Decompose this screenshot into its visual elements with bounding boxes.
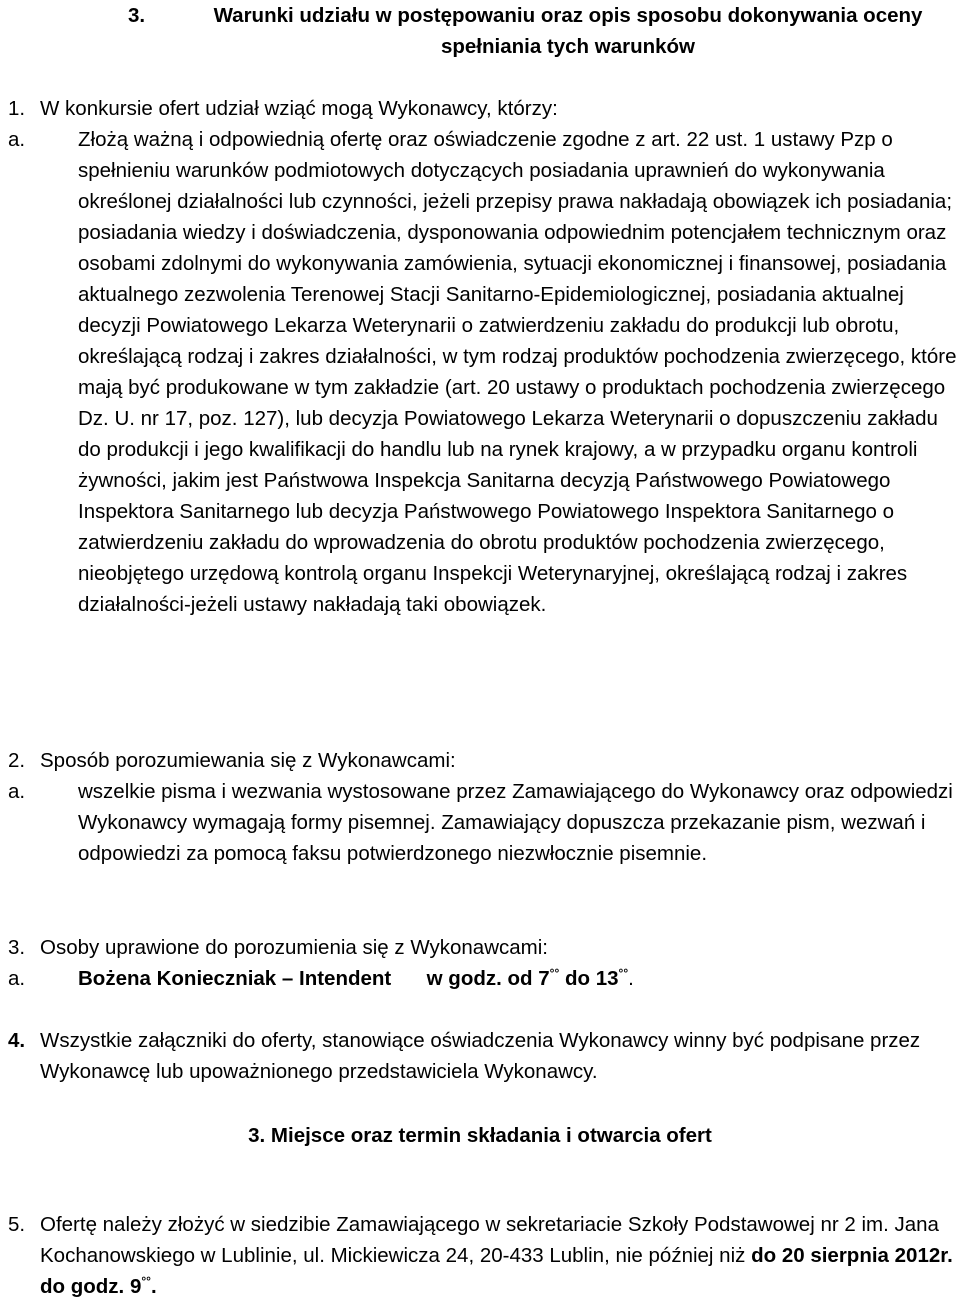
list-item-5 bbox=[8, 1209, 960, 1302]
item-text: Sposób porozumiewania się z Wykonawcami: bbox=[40, 749, 456, 772]
list-item-1 bbox=[8, 93, 953, 124]
item-letter: a. bbox=[8, 780, 26, 803]
list-item-2a bbox=[8, 776, 953, 869]
item-text: W konkursie ofert udział wziąć mogą Wykonawcy, którzy: bbox=[40, 97, 558, 120]
item-number: 2. bbox=[8, 749, 26, 772]
item-text: Złożą ważną i odpowiednią ofertę oraz oświadczenie zgodne z art. 22 ust. 1 ustawy Pzp o spełnieniu warunków podmiotowych dotyczących posiadania uprawnień do wykonywania określonej działalności lub czynności, jeżeli przepisy prawa nakładają obowiązek ich posiadania; posiadania wiedzy i doświadczenia, dysponowania odpowiednim potencjałem technicznym oraz osobami zdolnymi do wykonywania zamówienia, sytuacji ekonomicznej i finansowej, posiadania aktualnego zezwolenia Terenowej Stacji Sanitarno-Epidemiologicznej, posiadania aktualnej decyzji Powiatowego Lekarza Weterynarii o zatwierdzeniu zakładu do produkcji lub obrotu, określającą rodzaj i zakres działalności, w tym rodzaj produktów pochodzenia zwierzęcego, które mają być produkowane w tym zakładzie (art. 20 ustawy o produktach pochodzenia zwierzęcego Dz. U. nr 17, poz. 127), lub decyzja Powiatowego Lekarza Weterynarii o dopuszczeniu zakładu do produkcji i jego kwalifikacji do handlu lub na rynek krajowy, a w przypadku organu kontroli żywności, jakim jest Państwowa Inspekcja Sanitarna decyzją Państwowego Powiatowego Inspektora Sanitarnego lub decyzja Państwowego Powiatowego Inspektora Sanitarnego o zatwierdzeniu zakładu do wprowadzenia do obrotu produktów pochodzenia zwierzęcego, nieobjętego urzędową kontrolą organu Inspekcji Weterynaryjnej, określającą rodzaj i zakres działalności-jeżeli ustawy nakładają taki obowiązek. bbox=[78, 128, 957, 616]
item-letter: a. bbox=[8, 128, 26, 151]
list-item-2 bbox=[8, 745, 953, 776]
submission-place: Ofertę należy złożyć w siedzibie Zamawiającego w sekretariacie Szkoły Podstawowej nr 2 im. Jana Kochanowskiego w Lublinie, ul. Mickiewicza 24, 20-433 Lublin, nie później niż bbox=[40, 1213, 939, 1267]
item-text: Osoby uprawione do porozumienia się z Wykonawcami: bbox=[40, 936, 548, 959]
section-title: Warunki udziału w postępowaniu oraz opis sposobu dokonywania oceny spełniania tych warunków bbox=[213, 4, 923, 58]
list-item-3a bbox=[8, 963, 953, 994]
item-number: 4. bbox=[8, 1029, 26, 1052]
list-item-1a bbox=[8, 124, 958, 620]
submission-deadline: do 20 sierpnia 2012r. do godz. 9°°. bbox=[40, 1244, 953, 1298]
section-heading-2: 3. Miejsce oraz termin składania i otwarcia ofert bbox=[248, 1124, 712, 1147]
item-letter: a. bbox=[8, 967, 26, 990]
item-text bbox=[40, 1209, 960, 1302]
contact-person-line bbox=[78, 963, 953, 994]
item-text: wszelkie pisma i wezwania wystosowane przez Zamawiającego do Wykonawcy oraz odpowiedzi Wykonawcy wymagają formy pisemnej. Zamawiający dopuszcza przekazanie pism, wezwań i odpowiedzi za pomocą faksu potwierdzonego niezwłocznie pisemnie. bbox=[78, 780, 953, 865]
contact-hours: w godz. od 7°° do 13°°. bbox=[426, 966, 634, 990]
item-number: 1. bbox=[8, 97, 26, 120]
section-heading bbox=[128, 0, 958, 62]
item-text: Wszystkie załączniki do oferty, stanowiące oświadczenia Wykonawcy winny być podpisane przez Wykonawcę lub upoważnionego przedstawiciela Wykonawcy. bbox=[40, 1029, 921, 1083]
section-number: 3. bbox=[128, 4, 146, 27]
list-item-3 bbox=[8, 932, 953, 963]
list-item-4 bbox=[8, 1025, 953, 1087]
contact-person: Bożena Konieczniak – Intendent bbox=[78, 967, 392, 990]
item-number: 5. bbox=[8, 1213, 26, 1236]
item-number: 3. bbox=[8, 936, 26, 959]
